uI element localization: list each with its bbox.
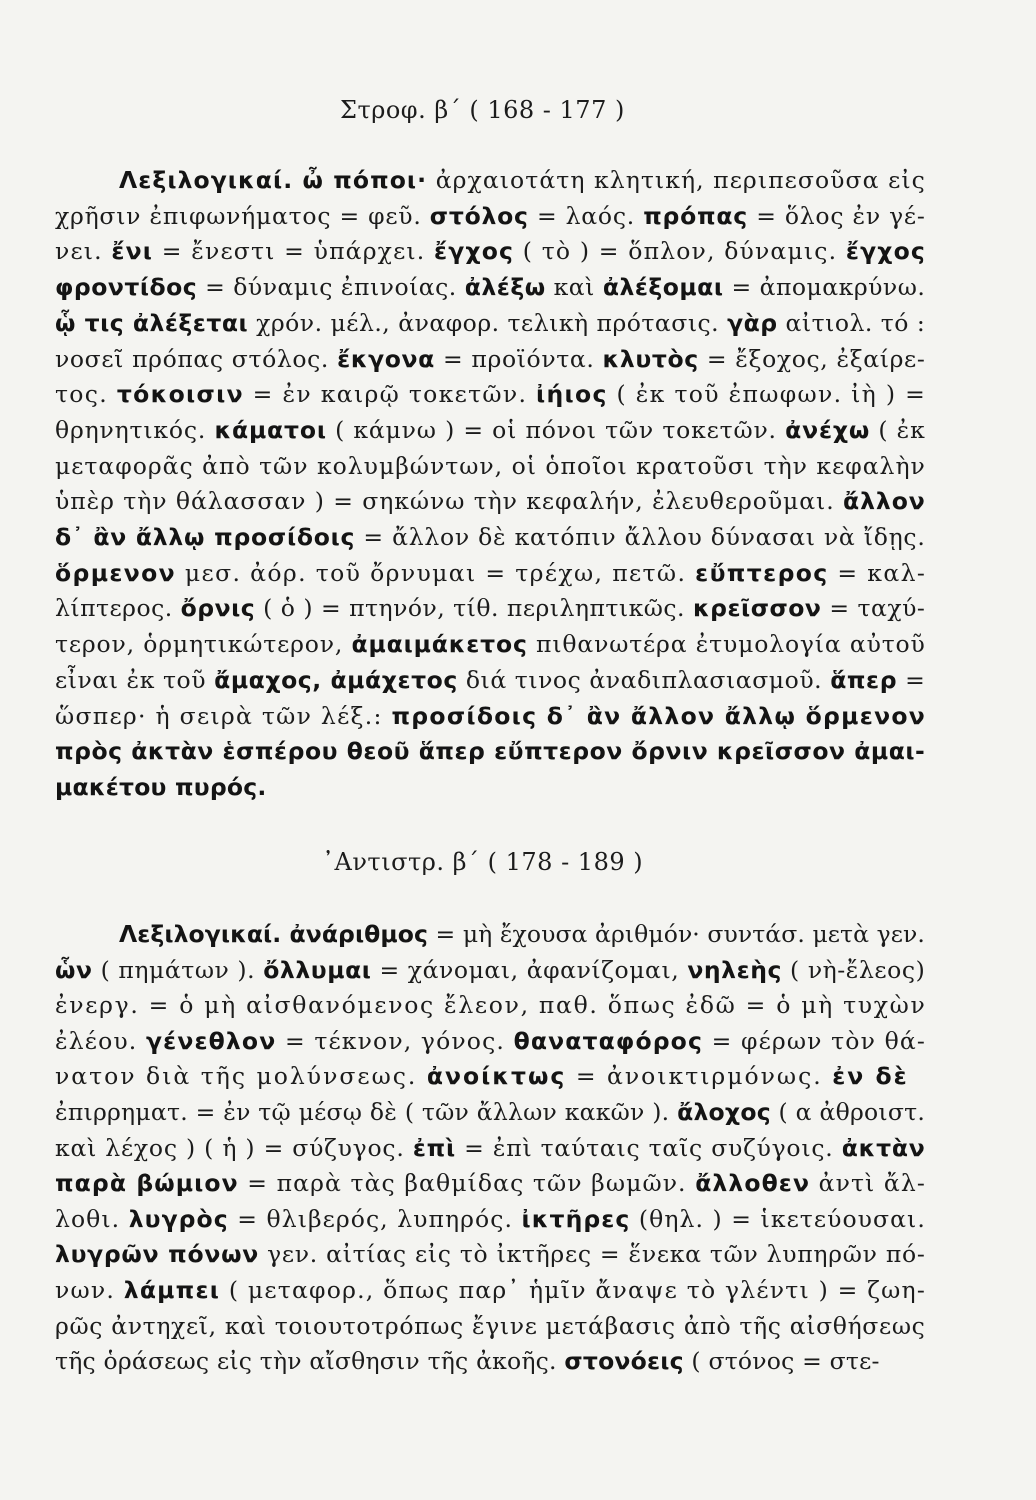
text-line [55,202,926,230]
text-line [55,237,926,265]
headword: ὄρνις [180,594,256,623]
definition-text: ( τὸ ) = ὅπλον, δύναμις. [514,237,846,266]
headword: γὰρ [727,308,778,337]
headword: κρεῖσσον [692,594,822,623]
text-line [55,1276,926,1304]
definition-text: = τέκνον, γόνος. [276,1026,514,1055]
text-line [55,1062,909,1090]
definition-text: ( κάμνω ) = οἱ πόνοι τῶν τοκετῶν. [326,415,786,444]
definition-text: ἐνεργ. = ὁ μὴ αἰσθανόμενος ἔλεον, παθ. ὅπως ἐδῶ = ὁ μὴ τυχὼν [55,991,927,1020]
headword: ἀλέξω [464,273,546,302]
text-line [55,452,926,480]
headword: λυγρῶν πόνων [55,1240,259,1269]
headword: ᾧ τις ἀλέξεται [55,308,249,337]
definition-text: ( μεταφορ., ὅπως παρ᾿ ἡμῖν ἄναψε τὸ γλέντι ) = ζωη- [220,1276,926,1304]
text-line [55,1169,926,1197]
definition-text: ( πημάτων ). [92,955,264,984]
headword: ἔνι [111,237,154,266]
text-line [55,487,926,515]
section-heading-strophe: Στροφ. β΄ ( 168 - 177 ) [340,96,625,124]
text-line [55,956,925,984]
headword: ἔκγονα [337,344,435,373]
definition-text: = ἐπὶ ταύταις ταῖς συζύγοις. [455,1133,842,1162]
headword: ἔγχος [845,237,926,266]
text-line [55,1027,926,1055]
headword: εὔπτερος [695,558,829,587]
definition-text: (θηλ. ) = ἱκετεύουσαι. [630,1204,926,1233]
text-line [55,1205,926,1233]
headword: ὧν [55,955,93,984]
headword: μακέτου πυρός. [55,772,267,801]
headword: ἀλέξομαι [602,273,724,302]
text-line [55,594,925,622]
definition-text: εἶναι ἐκ τοῦ [55,665,215,694]
definition-text: ( α ἀθροιστ. [770,1098,926,1126]
headword: λυγρὸς [128,1204,229,1233]
definition-text: ρῶς ἀντηχεῖ, καὶ τοιουτοτρόπως ἔγινε μετάβασις ἀπὸ τῆς αἰσθήσεως [55,1311,926,1340]
definition-text: ( ἐκ τοῦ ἐπωφων. ἰὴ ) = [607,380,927,409]
headword: προσίδοις δ᾿ ἂν ἄλλον ἄλλῳ ὅρμενον [391,701,927,730]
text-line [55,666,925,694]
headword: ἄλοχος [677,1098,771,1126]
text-line [119,920,925,948]
text-line [55,1240,926,1268]
headword: ἄλλον [843,487,926,516]
text-line [55,559,926,587]
headword: στόλος [429,201,529,230]
definition-text: αἰτιολ. τό : [777,308,926,337]
headword: ὄλλυμαι [263,955,372,984]
text-line [55,991,926,1019]
definition-text: λοθι. [55,1204,129,1233]
definition-text: νοσεῖ πρόπας στόλος. [55,344,338,373]
text-line [55,737,925,765]
text-line [55,773,267,801]
text-line [119,166,926,194]
definition-text: = φέρων τὸν θά- [703,1026,926,1055]
definition-text: = ἔξοχος, ἐξαίρε- [698,344,926,373]
definition-text: γεν. αἰτίας εἰς τὸ ἰκτῆρες = ἕνεκα τῶν λυπηρῶν πό- [258,1240,926,1269]
definition-text: λίπτερος. [55,594,181,623]
headword: κάματοι [214,415,327,444]
headword: ἰκτῆρες [521,1204,631,1233]
definition-text: = ἔνεστι = ὑπάρχει. [153,237,435,266]
definition-text: = θλιβερός, λυπηρός. [228,1204,522,1233]
definition-text: διά τινος ἀναδιπλασιασμοῦ. [457,665,831,694]
headword: γένεθλον [145,1026,277,1055]
definition-text: καὶ [545,273,603,302]
headword: ἀνέχω [785,415,871,444]
headword: ἐν δὲ [832,1062,909,1091]
headword: Λεξιλογικαί. ἀνάριθμος [119,920,428,948]
headword: θαναταφόρος [513,1026,704,1055]
headword: Λεξιλογικαί. ὦ πόποι· [119,166,428,194]
text-line [55,345,925,373]
definition-text: νατον διὰ τῆς μολύνσεως. [55,1062,427,1091]
headword: ἰήιος [536,380,608,409]
headword: ἄμαχος, ἀμάχετος [214,665,458,694]
headword: στονόεις [564,1347,684,1376]
headword: ἀμαιμάκετος [351,630,528,659]
headword: κλυτὸς [602,344,699,373]
headword: πρόπας [643,201,748,230]
definition-text: νει. [55,237,112,266]
definition-text: ( ἐκ [870,415,926,444]
text-line [55,1134,926,1162]
text-line [55,1098,925,1126]
definition-text: ( ὁ ) = πτηνόν, τίθ. περιληπτικῶς. [255,594,693,623]
headword: λάμπει [123,1276,221,1304]
text-line [55,630,926,658]
definition-text: χρῆσιν ἐπιφωνήματος = φεῦ. [55,201,430,230]
definition-text: ἀντὶ ἄλ- [810,1169,926,1198]
definition-text: ( νὴ-ἔλεος) [782,955,926,984]
text-line [55,702,926,730]
headword: τόκοισιν [116,380,244,409]
definition-text: ἀρχαιοτάτη κλητική, περιπεσοῦσα εἰς [427,166,926,194]
definition-text: = ταχύ- [821,594,926,623]
definition-text: ὥσπερ· ἡ σειρὰ τῶν λέξ.: [55,701,392,730]
definition-text: τερον, ὁρμητικώτερον, [55,630,352,659]
headword: ἀκτὰν [841,1133,926,1162]
definition-text: τῆς ὁράσεως εἰς τὴν αἴσθησιν τῆς ἀκοῆς. [55,1347,565,1376]
definition-text: = ὅλος ἐν γέ- [747,201,926,230]
headword: ἄλλοθεν [695,1169,811,1198]
headword: δ᾿ ἂν ἄλλῳ προσίδοις [55,523,356,551]
text-line [55,523,926,551]
headword: ὅρμενον [55,558,177,587]
definition-text: μεταφορᾶς ἀπὸ τῶν κολυμβώντων, οἱ ὁποῖοι κρατοῦσι τὴν κεφαλὴν [55,451,926,480]
text-line [55,273,925,301]
definition-text: = μὴ ἔχουσα ἀριθμόν· συντάσ. μετὰ γεν. [427,920,925,948]
text-line [55,1312,925,1340]
definition-text: ἐπιρρηματ. = ἐν τῷ μέσῳ δὲ ( τῶν ἄλλων κακῶν ). [55,1098,678,1126]
text-line [55,380,926,408]
definition-text: = παρὰ τὰς βαθμίδας τῶν βωμῶν. [238,1169,696,1198]
headword: νηλεὴς [687,955,783,984]
definition-text: = καλ- [828,558,927,587]
definition-text: = χάνομαι, ἀφανίζομαι, [371,955,688,984]
definition-text: = προϊόντα. [434,344,603,373]
definition-text: ὑπὲρ τὴν θάλασσαν ) = σηκώνω τὴν κεφαλήν, ἐλευθεροῦμαι. [55,487,844,516]
definition-text: θρηνητικός. [55,415,215,444]
definition-text: = [897,665,926,694]
text-line [55,309,925,337]
definition-text: ἐλέου. [55,1026,146,1055]
definition-text: μεσ. ἀόρ. τοῦ ὄρνυμαι = τρέχω, πετῶ. [176,558,696,587]
definition-text: τος. [55,380,117,409]
headword: ἀνοίκτως [426,1062,567,1091]
headword: φροντίδος [55,273,198,302]
definition-text: = λαός. [528,201,644,230]
definition-text: = ἐν καιρῷ τοκετῶν. [243,380,537,409]
text-line [55,416,926,444]
headword: ἐπὶ [412,1133,456,1162]
definition-text: = ἀνοικτιρμόνως. [566,1062,833,1091]
definition-text: χρόν. μέλ., ἀναφορ. τελικὴ πρότασις. [248,308,728,337]
definition-text: πιθανωτέρα ἐτυμολογία αὐτοῦ [527,630,926,659]
definition-text: ( στόνος = στε- [683,1347,880,1376]
definition-text: καὶ λέχος ) ( ἡ ) = σύζυγος. [55,1133,413,1162]
section-heading-antistrophe: ᾿Αντιστρ. β΄ ( 178 - 189 ) [322,848,644,876]
definition-text: = ἀπομακρύνω. [723,273,926,302]
headword: πρὸς ἀκτὰν ἑσπέρου θεοῦ ἅπερ εὔπτερον ὄρνιν κρεῖσσον ἀμαι- [55,737,926,766]
definition-text: = ἄλλον δὲ κατόπιν ἄλλου δύνασαι νὰ ἴδῃς. [355,523,926,551]
text-line [55,1347,880,1375]
definition-text: νων. [55,1276,124,1304]
definition-text: = δύναμις ἐπινοίας. [197,273,465,302]
headword: ἅπερ [830,665,898,694]
headword: παρὰ βώμιον [55,1169,239,1198]
headword: ἔγχος [434,237,515,266]
